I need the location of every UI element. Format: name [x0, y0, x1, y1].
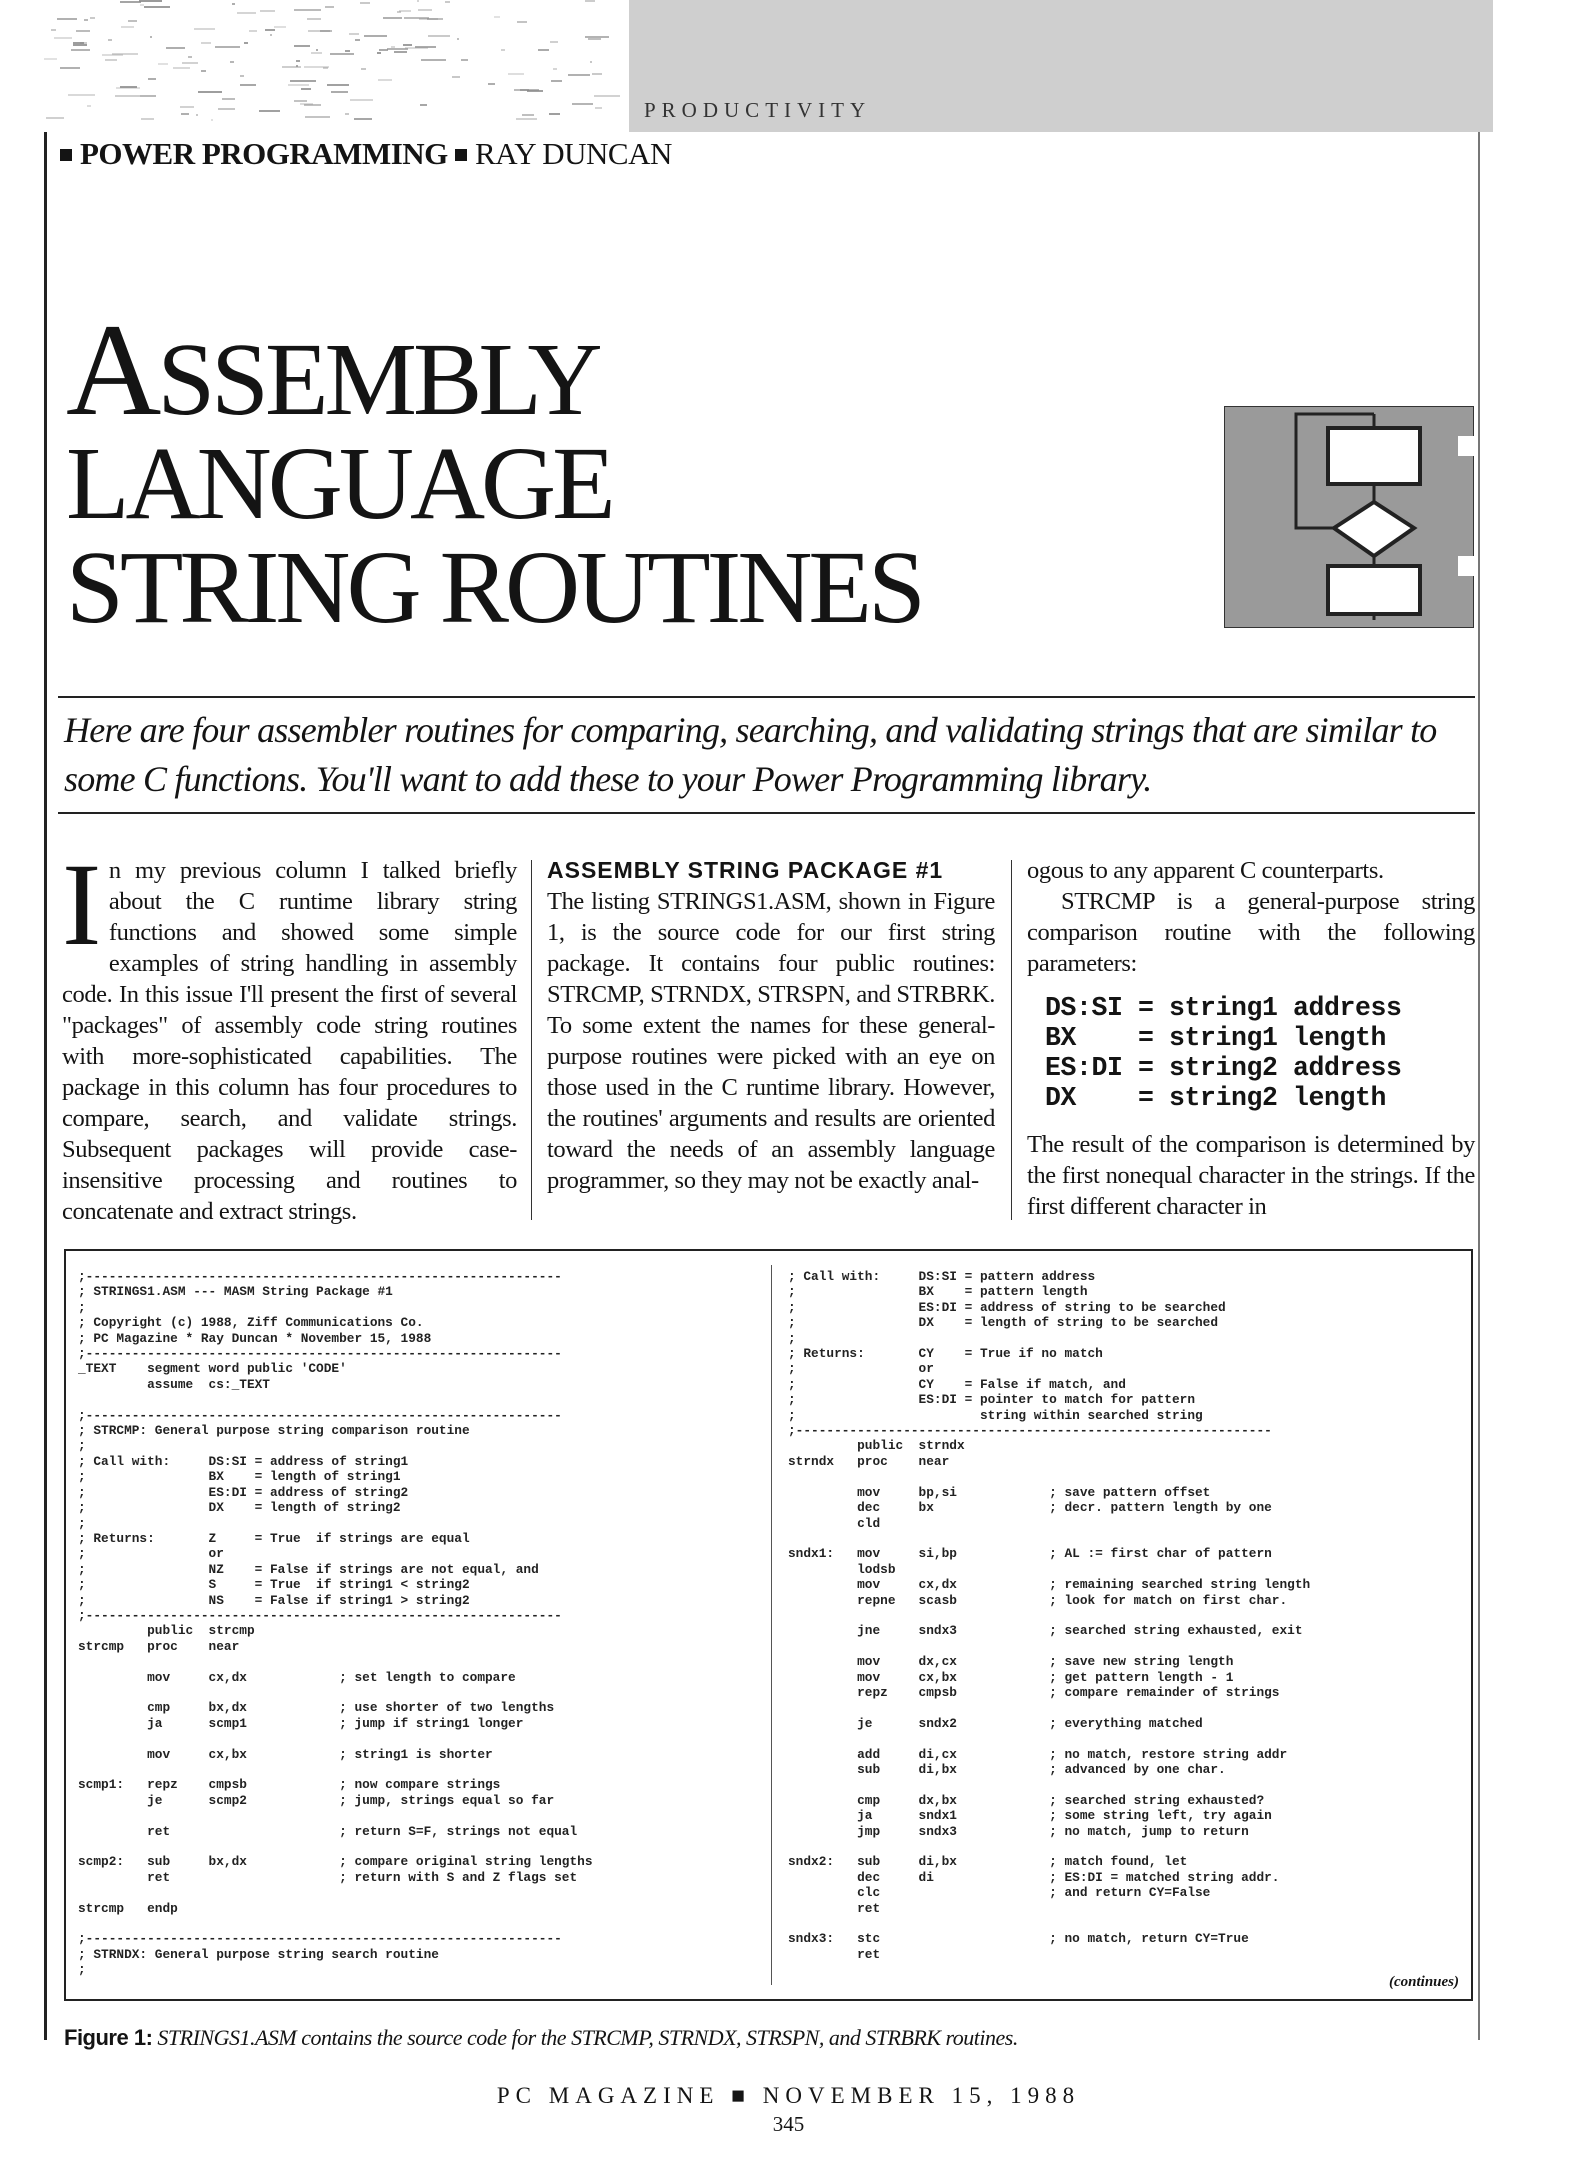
noise-speck — [585, 0, 595, 2]
column-3-text: ogous to any apparent C counterparts. — [1027, 857, 1384, 884]
noise-speck — [452, 76, 460, 78]
body-column-2 — [547, 855, 995, 1196]
noise-speck — [194, 28, 215, 30]
title-line3: STRING ROUTINES — [66, 530, 922, 645]
noise-speck — [307, 18, 321, 20]
noise-speck — [84, 19, 88, 21]
section-heading: ASSEMBLY STRING PACKAGE #1 — [547, 857, 944, 883]
noise-speck — [201, 42, 211, 44]
column-3-text: STRCMP is a general-purpose string comparison routine with the following parameters: — [1027, 888, 1475, 977]
noise-speck — [516, 118, 537, 120]
noise-speck — [240, 75, 244, 77]
noise-speck — [585, 36, 609, 38]
header-noise-texture — [44, 0, 629, 128]
noise-speck — [551, 80, 562, 82]
article-deck: Here are four assembler routines for comparing, searching, and validating strings that are similar to some C functions. You'll want to add these to your Power Programming library. — [64, 710, 1437, 799]
noise-speck — [294, 45, 310, 47]
bullet-icon — [455, 149, 467, 161]
noise-speck — [594, 95, 620, 97]
section-label: PRODUCTIVITY — [644, 98, 872, 122]
noise-speck — [244, 42, 248, 44]
body-column-1 — [62, 839, 517, 1227]
noise-speck — [418, 9, 432, 11]
noise-speck — [420, 104, 427, 106]
noise-speck — [144, 6, 170, 8]
noise-speck — [421, 59, 446, 61]
noise-speck — [237, 12, 256, 14]
noise-speck — [595, 107, 602, 109]
noise-speck — [141, 118, 154, 120]
noise-speck — [222, 98, 235, 100]
noise-speck — [391, 46, 395, 48]
title-line1: SSEMBLY — [157, 322, 599, 437]
title-line2: LANGUAGE — [66, 426, 612, 541]
noise-speck — [572, 103, 593, 105]
noise-speck — [305, 116, 330, 118]
noise-speck — [198, 91, 222, 93]
column-name: POWER PROGRAMMING — [80, 136, 448, 171]
code-listing-left: ;-------------------------------------------------------------- ; STRINGS1.ASM --- MASM String Package #1 ; ; Copyright (c) 1988, Ziff Communications Co. ; PC Magazine * Ray Duncan * November 15, 1988 ;-------------------------------------------------------------- _TEXT segment word public 'CODE' assume cs:_TEXT ;-------------------------------------------------------------- ; STRCMP: General purpose string comparison routine ; ; Call with: DS:SI = address of string1 ; BX = length of string1 ; ES:DI = address of string2 ; DX = length of string2 ; ; Returns: Z = True if strings are equal ; or ; NZ = False if strings are not equal, and ; S = True if string1 < string2 ; NS = False if string1 > string2 ;-------------------------------------------------------------- public strcmp strcmp proc near mov cx,dx ; set length to compare cmp bx,dx ; use shorter of two lengths ja scmp1 ; jump if string1 longer mov cx,bx ; string1 is shorter scmp1: repz cmpsb ; now compare strings je scmp2 ; jump, strings equal so far ret ; return S=F, strings not equal scmp2: sub bx,dx ; compare original string lengths ret ; return with S and Z flags set strcmp endp ;-------------------------------------------------------------- ; STRNDX: General purpose string search routine ; — [78, 1269, 593, 1978]
noise-speck — [520, 89, 539, 91]
noise-speck — [230, 61, 234, 63]
noise-speck — [445, 1, 450, 3]
noise-speck — [71, 49, 90, 51]
noise-speck — [553, 68, 557, 70]
noise-speck — [211, 119, 213, 121]
noise-speck — [550, 41, 558, 43]
column-divider — [1011, 860, 1012, 1220]
page-frame-right — [1478, 132, 1480, 2040]
noise-speck — [588, 38, 601, 40]
page-number: 345 — [772, 2112, 805, 2136]
column-2-text: The listing STRINGS1.ASM, shown in Figure 1, is the source code for our first string package. It contains four public routines: STRCMP, STRNDX, STRSPN, and STRBRK. To some extent the names for these general-purpose routines were picked with an eye on those used in the C runtime library. However, the routines' arguments and results are oriented toward the needs of an assembly language programmer, so they may not be exactly anal- — [547, 888, 995, 1194]
noise-speck — [290, 80, 316, 82]
register-parameters: DS:SI = string1 address BX = string1 length ES:DI = string2 address DX = string2 length — [1045, 993, 1402, 1113]
noise-speck — [232, 3, 235, 5]
noise-speck — [508, 73, 524, 75]
noise-speck — [218, 108, 235, 110]
noise-speck — [331, 91, 348, 93]
noise-speck — [345, 113, 349, 115]
noise-speck — [294, 9, 321, 11]
continues-label: (continues) — [1388, 1974, 1459, 1990]
noise-speck — [345, 50, 350, 52]
caption-label: Figure 1: — [64, 2025, 153, 2050]
noise-speck — [383, 17, 402, 19]
body-column-3 — [1027, 855, 1475, 1222]
noise-speck — [73, 42, 84, 44]
noise-speck — [215, 46, 240, 48]
noise-speck — [274, 26, 286, 28]
noise-speck — [568, 74, 590, 76]
noise-speck — [148, 78, 156, 80]
noise-speck — [361, 68, 366, 70]
noise-speck — [46, 117, 64, 119]
article-title — [66, 296, 922, 645]
noise-speck — [404, 17, 429, 19]
noise-speck — [350, 99, 373, 101]
noise-speck — [182, 62, 198, 64]
noise-speck — [173, 67, 190, 69]
noise-speck — [522, 114, 534, 116]
noise-speck — [397, 11, 401, 13]
noise-speck — [311, 52, 322, 54]
noise-speck — [296, 65, 298, 67]
noise-speck — [180, 106, 194, 108]
caption-text: STRINGS1.ASM contains the source code for the STRCMP, STRNDX, STRSPN, and STRBRK routines. — [157, 2025, 1018, 2050]
column-3-text: The result of the comparison is determined by the first nonequal character in the strings. If the first different character in — [1027, 1131, 1475, 1220]
noise-speck — [360, 2, 370, 4]
noise-speck — [405, 47, 428, 49]
noise-speck — [288, 84, 309, 86]
noise-speck — [102, 54, 123, 56]
noise-speck — [188, 56, 192, 58]
noise-speck — [259, 110, 280, 112]
noise-speck — [260, 10, 275, 12]
noise-speck — [150, 36, 152, 38]
noise-speck — [120, 1, 141, 3]
noise-speck — [166, 47, 185, 49]
deck-rule-top — [58, 696, 1475, 698]
noise-speck — [249, 30, 257, 32]
noise-speck — [270, 34, 272, 36]
noise-speck — [488, 83, 495, 85]
noise-speck — [538, 49, 549, 51]
column-divider — [531, 860, 532, 1220]
noise-speck — [517, 21, 527, 23]
noise-speck — [44, 58, 57, 60]
column-1-text: n my previous column I talked briefly about the C runtime library string functions and showed some simple examples of string handling in assembly code. In this issue I'll present the first of several "packages" of assembly code string routines with more-sophisticated capabilities. The package in this column has four procedures to compare, search, and validate strings. Subsequent packages will provide case-insensitive processing and routines to concatenate and extract strings. — [62, 857, 517, 1225]
noise-speck — [394, 51, 407, 53]
noise-speck — [494, 16, 500, 18]
noise-speck — [196, 114, 198, 116]
noise-speck — [158, 63, 168, 65]
noise-speck — [417, 0, 419, 2]
figure-caption — [64, 2025, 1018, 2051]
noise-speck — [377, 52, 381, 54]
noise-speck — [355, 39, 360, 41]
noise-speck — [140, 95, 156, 97]
noise-speck — [428, 35, 450, 37]
noise-speck — [121, 26, 134, 28]
noise-speck — [128, 20, 137, 22]
noise-speck — [301, 88, 311, 90]
noise-speck — [181, 113, 189, 115]
deck-rule-bottom — [58, 812, 1475, 814]
noise-speck — [139, 0, 162, 2]
noise-speck — [461, 59, 468, 61]
noise-speck — [51, 29, 56, 31]
noise-speck — [60, 67, 80, 69]
noise-speck — [282, 66, 301, 68]
drop-cap: I — [62, 839, 101, 970]
noise-speck — [308, 30, 330, 32]
code-listing-figure — [64, 1249, 1473, 2001]
noise-speck — [592, 73, 602, 75]
noise-speck — [590, 61, 592, 63]
noise-speck — [68, 94, 95, 96]
page-folio: PC MAGAZINE ■ NOVEMBER 15, 1988 — [496, 2083, 1081, 2108]
noise-speck — [330, 53, 354, 55]
noise-speck — [304, 66, 329, 68]
code-column-divider — [771, 1265, 772, 1985]
noise-speck — [140, 4, 144, 6]
page-frame-left — [44, 132, 47, 2040]
flowchart-icon — [1224, 406, 1474, 628]
noise-speck — [240, 84, 256, 86]
noise-speck — [457, 38, 459, 40]
noise-speck — [327, 84, 349, 86]
noise-speck — [201, 70, 206, 72]
code-listing-right: ; Call with: DS:SI = pattern address ; BX = pattern length ; ES:DI = address of string to be searched ; DX = length of string to be searched ; ; Returns: CY = True if no match ; or ; CY = False if match, and ; ES:DI = pointer to match for pattern ; string within searched string ;-------------------------------------------------------------- public strndx strndx proc near mov bp,si ; save pattern offset dec bx ; decr. pattern length by one cld sndx1: mov si,bp ; AL := first char of pattern lodsb mov cx,dx ; remaining searched string length repne scasb ; look for match on first char. jne sndx3 ; searched string exhausted, exit mov dx,cx ; save new string length mov cx,bx ; get pattern length - 1 repz cmpsb ; compare remainder of strings je sndx2 ; everything matched add di,cx ; no match, restore string addr sub di,bx ; advanced by one char. cmp dx,bx ; searched string exhausted? ja sndx1 ; some string left, try again jmp sndx3 ; no match, jump to return sndx2: sub di,bx ; match found, let dec di ; ES:DI = matched string addr. clc ; and return CY=False ret sndx3: stc ; no match, return CY=True ret — [788, 1269, 1311, 1962]
noise-speck — [57, 18, 77, 20]
noise-speck — [378, 79, 392, 81]
noise-speck — [300, 103, 313, 105]
noise-speck — [73, 44, 87, 46]
noise-speck — [349, 33, 359, 35]
noise-speck — [87, 105, 91, 107]
noise-speck — [108, 39, 112, 41]
title-initial: A — [66, 296, 158, 443]
noise-speck — [90, 17, 95, 19]
noise-speck — [325, 6, 334, 8]
noise-speck — [296, 60, 300, 62]
noise-speck — [54, 37, 72, 39]
noise-speck — [105, 59, 117, 61]
noise-speck — [76, 30, 90, 32]
noise-speck — [294, 100, 307, 102]
noise-speck — [354, 118, 372, 120]
noise-speck — [364, 35, 387, 37]
author-name: RAY DUNCAN — [475, 136, 672, 171]
noise-speck — [403, 44, 412, 46]
noise-speck — [265, 29, 275, 31]
byline — [60, 136, 672, 172]
noise-speck — [501, 49, 505, 51]
noise-speck — [115, 95, 140, 97]
noise-speck — [120, 86, 137, 88]
noise-speck — [549, 113, 560, 115]
noise-speck — [316, 49, 318, 51]
bullet-icon — [60, 149, 72, 161]
